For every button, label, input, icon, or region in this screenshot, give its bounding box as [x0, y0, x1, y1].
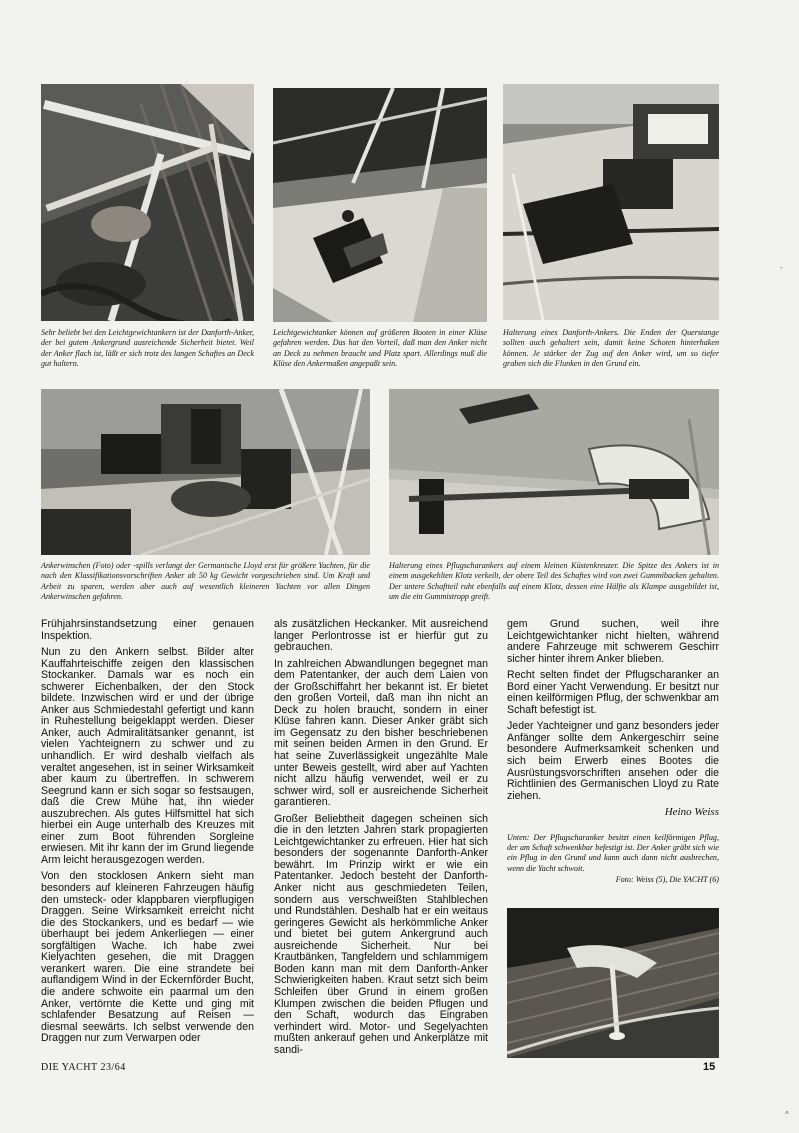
page-number: 15	[703, 1061, 716, 1073]
article-column-2	[274, 619, 488, 1061]
photo-danforth-holder	[503, 84, 719, 320]
paragraph: gem Grund suchen, weil ihre Leichtgewichtanker nicht hielten, während andere Fahrzeuge mit schwerem Geschirr sicher hinter ihrem Anker blieben.	[507, 618, 719, 665]
photo-plow-anchor-bow	[507, 908, 719, 1058]
author-signature: Heino Weiss	[664, 806, 719, 819]
caption-photo-6: Unten: Der Pflugscharanker besitzt einen keilförmigen Pflug, der am Schaft schwenkbar befestigt ist. Der Anker gräbt sich wie ein Pflug in den Grund und kann auch dann nicht ausbrechen, wenn die Yacht schwoit.	[507, 832, 719, 873]
paragraph: Großer Beliebtheit dagegen scheinen sich die in den letzten Jahren stark propagierten Leichtgewichtanker zu erfreuen. Hier hat sich besonders der sogenannte Danforth-Anker bewährt. Im Prinzip wirkt er wie ein Patentanker. Jedoch besteht der Danforth-Anker nicht aus geschmiedeten Teilen, sondern aus verschweißten Stahlblechen und Rundstählen. Deshalb hat er ein weitaus geringeres Gewicht als herkömmliche Anker und bietet bei gutem Ankergrund auch ausreichende Sicherheit. Nur bei Krautbänken, Tangfeldern und schlammigem Boden kann man mit dem Danforth-Anker Schwierigkeiten haben. Kraut setzt sich beim Schleifen über Grund in einem großen Klumpen zwischen die beiden Pflugen und den Schaft, wodurch das Eingraben verhindert wird. Motor- und Segelyachten mußten ankerauf gehen und Ankerplätze mit sandi-	[274, 812, 488, 1056]
caption-photo-3: Halterung eines Danforth-Ankers. Die Enden der Querstange sollten auch gehaltert sein, damit keine Schoten hinterhaken können. Je stärker der Zug auf den Anker wird, um so tiefer graben sich die Flunken in den Grund ein.	[503, 328, 719, 368]
crop-mark: -	[780, 263, 783, 272]
paragraph: In zahlreichen Abwandlungen begegnet man dem Patentanker, der auch dem Laien von der Großschiffahrt her bekannt ist. Er bietet den großen Vorteil, daß man ihn nicht an Deck zu holen braucht, sondern in einer Klüse fahren kann. Dieser Anker gräbt sich im Gegensatz zu den bisher beschriebenen mit seinen beiden Armen in den Grund. Er hat seine Zuverlässigkeit ungezählte Male unter Beweis gestellt, wird aber auf Yachten nicht allzu häufig verwendet, weil er zu schwer wird, soll er ausreichende Sicherheit garantieren.	[274, 657, 488, 809]
photo-danforth-anchor-deck	[41, 84, 254, 321]
caption-photo-1: Sehr beliebt bei den Leichtgewichtankern ist der Danforth-Anker, der bei gutem Ankergrund ausreichende Sicherheit bietet. Weil der Anker flach ist, läßt er sich trotz des langen Schaftes an Deck gut haltern.	[41, 328, 254, 368]
paragraph: Nun zu den Ankern selbst. Bilder alter Kauffahrteischiffe zeigen den klassischen Stockanker. Damals war es noch ein schwerer Eichenbalken, der den Stock bildete. Inzwischen wird er und der übrige Anker aus Schmiedestahl gefertigt und kann in Ruhestellung beigeklappt werden. Dieser Anker, auch Admiralitätsanker genannt, ist vielen Yachteignern zu schwer und zu unhandlich. Er wird deshalb vielfach als veraltet angesehen, ist in seiner Wirksamkeit aber kaum zu übertreffen. In schwerem Seegrund kann er sich sogar so festsaugen, daß die Crew Mühe hat, ihn wieder auszubrechen. Als gutes Hilfsmittel hat sich hierbei ein Auge unterhalb des Kreuzes mit einer zum Boot führenden Sorgleine erwiesen. Mit ihr kann der im Grund liegende Arm leicht herausgezogen werden.	[41, 646, 254, 866]
photo-hawse-anchor	[273, 88, 487, 322]
crop-mark: ^	[785, 1110, 789, 1119]
paragraph: Von den stocklosen Ankern sieht man besonders auf kleineren Fahrzeugen häufig den umsteck- oder klappbaren vierpflugigen Draggen. Seine Wirksamkeit erreicht nicht die des Stockankers, und es bedarf — wie überhaupt bei jedem Ankerliegen — einer sorgfältigen Wache. Ich habe zwei Kielyachten gesehen, die mit Draggen verankert waren. Die eine strandete bei auflandigem Wind in der Eckernförder Bucht, die andere schwoite ein paarmal um den Anker, vertörnte die Kette und ging mit schlafender Besatzung auf Reisen — diesmal seewärts. Ich selbst verwende den Draggen nur zum Verwarpen oder	[41, 870, 254, 1045]
caption-photo-2: Leichtgewichtanker können auf größeren Booten in einer Klüse gefahren werden. Das hat den Vorteil, daß man den Anker nicht an Deck zu nehmen braucht und Platz spart. Allerdings muß die Klüse den Ankermaßen angepaßt sein.	[273, 328, 487, 368]
paragraph: als zusätzlichen Heckanker. Mit ausreichend langer Perlontrosse ist er hierfür gut zu gebrauchen.	[274, 618, 488, 654]
paragraph: Jeder Yachteigner und ganz besonders jeder Anfänger sollte dem Ankergeschirr seine besondere Aufmerksamkeit schenken und sich beim Erwerb eines Bootes die Ausrüstungsvorschriften ansehen oder die Richtlinien des Germanischen Lloyd zu Rate ziehen.	[507, 720, 719, 802]
paragraph: Recht selten findet der Pflugscharanker an Bord einer Yacht Verwendung. Er besitzt nur einen keilförmigen Pflug, der schwenkbar am Schaft befestigt ist.	[507, 669, 719, 716]
article-column-1	[41, 619, 254, 1050]
caption-photo-4: Ankerwinschen (Foto) oder -spills verlangt der Germanische Lloyd erst für größere Yachten, für die nach den Klassifikationsvorschriften Anker ab 50 kg Gewicht vorgeschrieben sind. Um Kraft und Arbeit zu sparen, werden aber auch auf wesentlich kleineren Yachten vor allen Dingen Ankerwinschen gefahren.	[41, 561, 370, 601]
photo-plow-anchor-holder	[389, 389, 719, 555]
photo-credit: Foto: Weiss (5), Die YACHT (6)	[615, 874, 719, 884]
caption-photo-5: Halterung eines Pflugscharankers auf einem kleinen Küstenkreuzer. Die Spitze des Ankers ist in einem ausgekehlten Klotz verkeilt, der obere Teil des Schaftes wird von zwei Gummibacken gehalten. Der untere Schaftteil ruht ebenfalls auf einem Klotz, dessen eine Hälfte als Klampe ausgebildet ist, um die ein Gummistropp greift.	[389, 561, 719, 601]
paragraph: Frühjahrsinstandsetzung einer genauen Inspektion.	[41, 618, 254, 642]
magazine-footer: DIE YACHT 23/64	[41, 1062, 126, 1073]
photo-anchor-winch	[41, 389, 370, 555]
article-column-3	[507, 619, 719, 885]
